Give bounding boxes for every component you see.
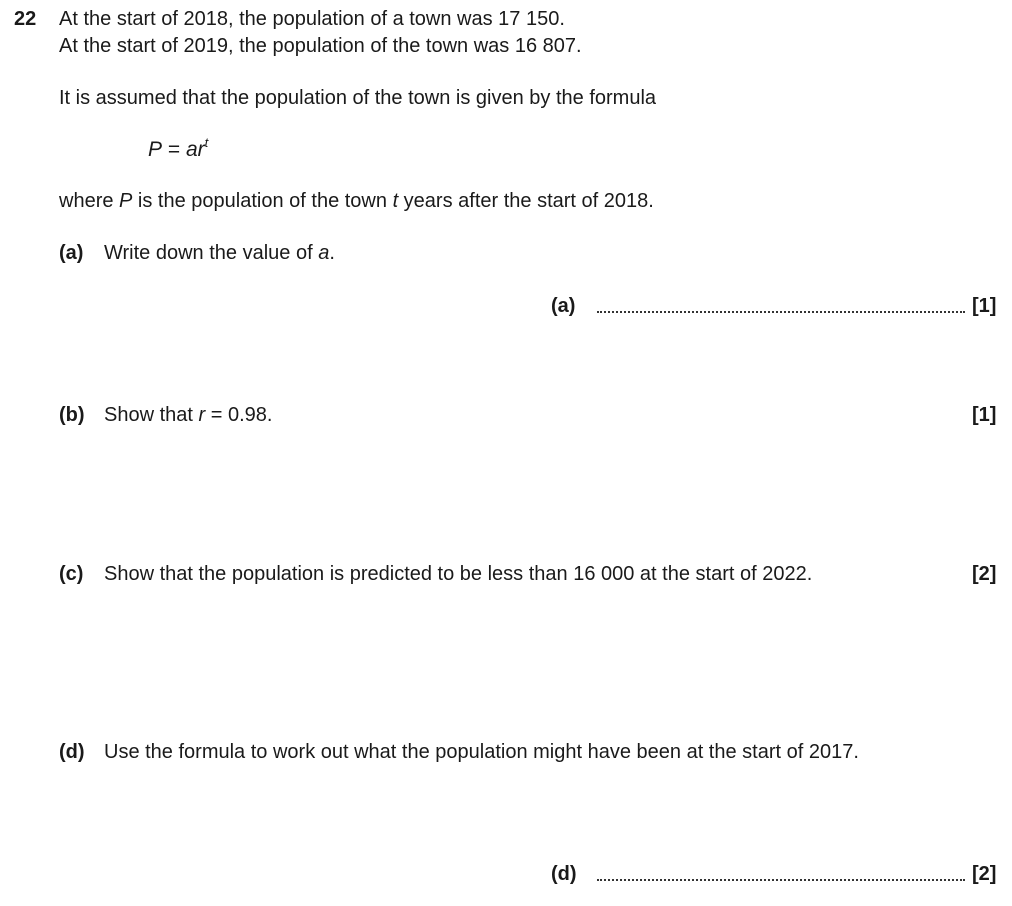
formula-lhs: P <box>148 138 163 161</box>
part-b-var: r <box>198 404 206 426</box>
formula-base: ar <box>185 138 205 161</box>
where-text <box>59 191 654 211</box>
answer-d-label: (d) <box>551 863 577 885</box>
intro-line-2: At the start of 2019, the population of the town was 16 807. <box>59 35 582 57</box>
formula-equals: = <box>162 138 186 161</box>
part-d-marks: [2] <box>972 863 997 885</box>
where-mid: is the population of the town <box>132 190 393 212</box>
formula <box>148 135 209 161</box>
part-a-text-pre: Write down the value of <box>104 242 319 264</box>
part-b-text-post: = 0.98. <box>205 404 273 426</box>
part-c-marks: [2] <box>972 563 997 585</box>
part-b-label: (b) <box>59 404 85 426</box>
part-c-label: (c) <box>59 563 84 585</box>
where-pre: where <box>59 190 120 212</box>
part-b-marks: [1] <box>972 404 997 426</box>
part-a-text <box>104 243 335 263</box>
answer-a-label: (a) <box>551 295 576 317</box>
part-c-text: Show that the population is predicted to be less than 16 000 at the start of 2022. <box>104 563 813 585</box>
part-a-label: (a) <box>59 242 84 264</box>
where-post: years after the start of 2018. <box>398 190 654 212</box>
part-d-text: Use the formula to work out what the population might have been at the start of 2017. <box>104 741 859 763</box>
intro-line-1: At the start of 2018, the population of a town was 17 150. <box>59 8 565 30</box>
question-number: 22 <box>14 8 37 30</box>
answer-d-line[interactable] <box>597 879 965 881</box>
where-var-t: t <box>392 190 399 212</box>
part-b-text <box>104 405 272 425</box>
part-b-text-pre: Show that <box>104 404 199 426</box>
part-a-var: a <box>318 242 330 264</box>
assumption-text: It is assumed that the population of the town is given by the formula <box>59 87 657 109</box>
part-a-marks: [1] <box>972 295 997 317</box>
formula-exponent: t <box>204 135 209 150</box>
part-d-label: (d) <box>59 741 85 763</box>
where-var-p: P <box>119 190 133 212</box>
part-a-text-post: . <box>329 242 335 264</box>
answer-a-line[interactable] <box>597 311 965 313</box>
